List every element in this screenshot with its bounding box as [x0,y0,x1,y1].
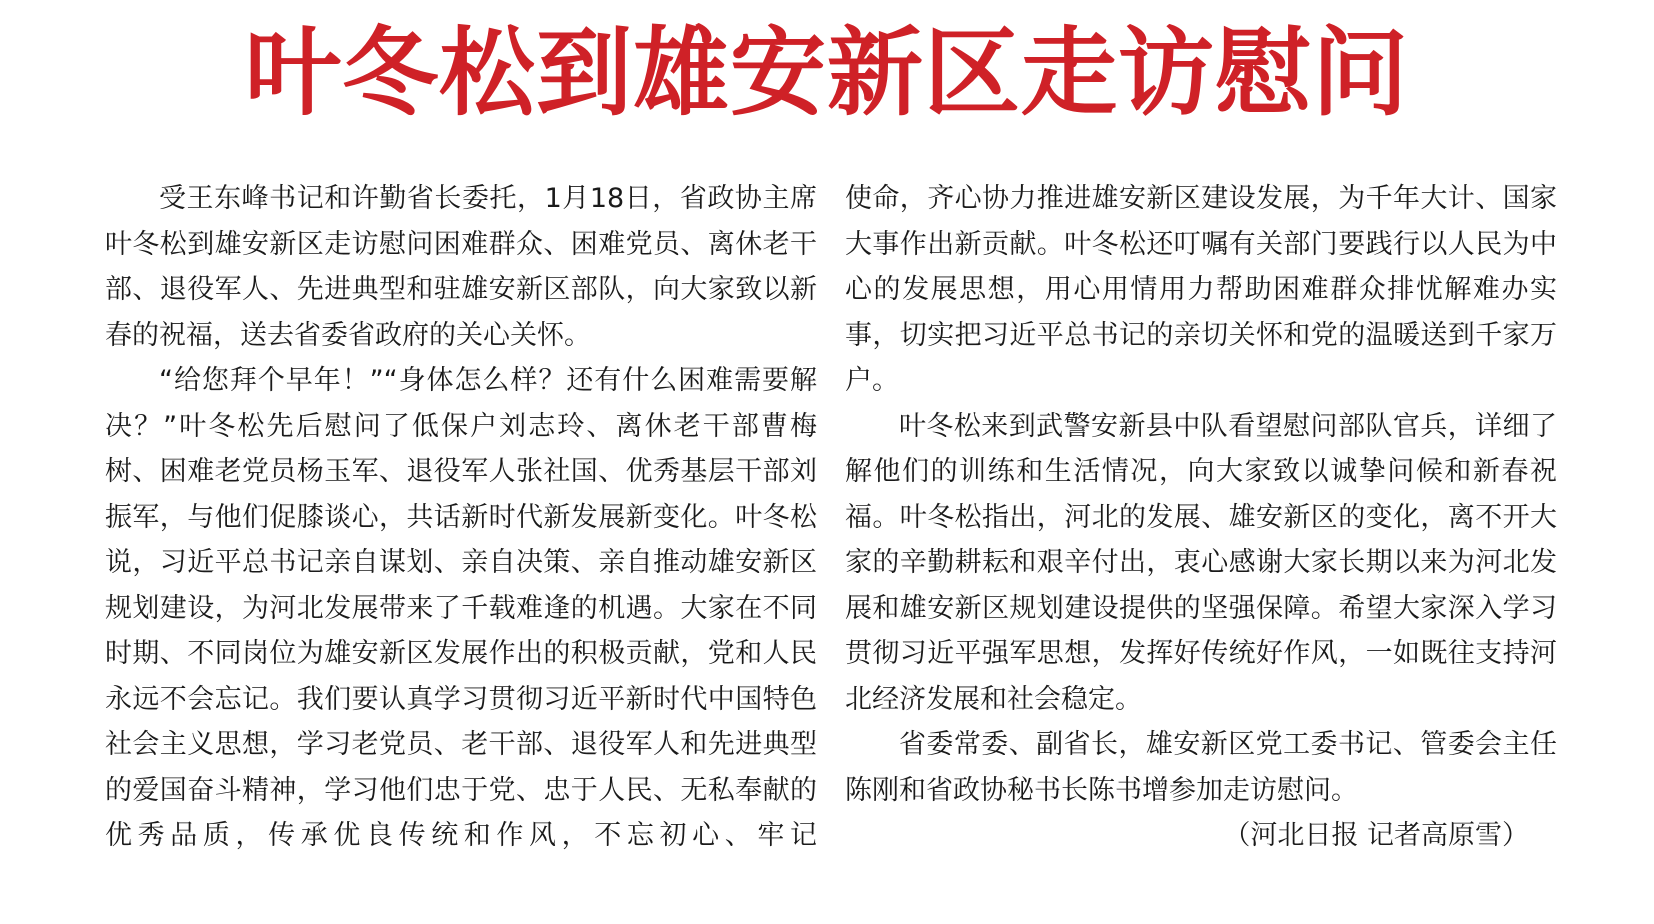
paragraph-attendees: 省委常委、副省长，雄安新区党工委书记、管委会主任陈刚和省政协秘书长陈书增参加走访慰问。 [845,729,1557,806]
article-headline: 叶冬松到雄安新区走访慰问 [245,16,1409,129]
paragraph-visits-continued: 使命，齐心协力推进雄安新区建设发展，为千年大计、国家大事作出新贡献。叶冬松还叮嘱有关部门要践行以人民为中心的发展思想，用心用情用力帮助困难群众排忧解难办实事，切实把习近平总书记的亲切关怀和党的温暖送到千家万户。 [845,183,1557,396]
paragraph-visits: “给您拜个早年！”“身体怎么样？还有什么困难需要解决？”叶冬松先后慰问了低保户刘志玲、离休老干部曹梅树、困难老党员杨玉军、退役军人张社国、优秀基层干部刘振军，与他们促膝谈心，共话新时代新发展新变化。叶冬松说，习近平总书记亲自谋划、亲自决策、亲自推动雄安新区规划建设，为河北发展带来了千载难逢的机遇。大家在不同时期、不同岗位为雄安新区发展作出的积极贡献，党和人民永远不会忘记。我们要认真学习贯彻习近平新时代中国特色社会主义思想，学习老党员、老干部、退役军人和先进典型的爱国奋斗精神，学习他们忠于党、忠于人民、无私奉献的优秀品质，传承优良传统和作风，不忘初心、牢记 [105,365,817,851]
paragraph-troops: 叶冬松来到武警安新县中队看望慰问部队官兵，详细了解他们的训练和生活情况，向大家致以诚挚问候和新春祝福。叶冬松指出，河北的发展、雄安新区的变化，离不开大家的辛勤耕耘和艰辛付出，衷心感谢大家长期以来为河北发展和雄安新区规划建设提供的坚强保障。希望大家深入学习贯彻习近平强军思想，发挥好传统好作风，一如既往支持河北经济发展和社会稳定。 [845,410,1557,715]
article-column-left [105,176,817,859]
article-column-right [845,176,1557,859]
article-byline: （河北日报 记者高原雪） [1223,820,1529,851]
paragraph-intro: 受王东峰书记和许勤省长委托，1月18日，省政协主席叶冬松到雄安新区走访慰问困难群众、困难党员、离休老干部、退役军人、先进典型和驻雄安新区部队，向大家致以新春的祝福，送去省委省政府的关心关怀。 [105,183,817,351]
